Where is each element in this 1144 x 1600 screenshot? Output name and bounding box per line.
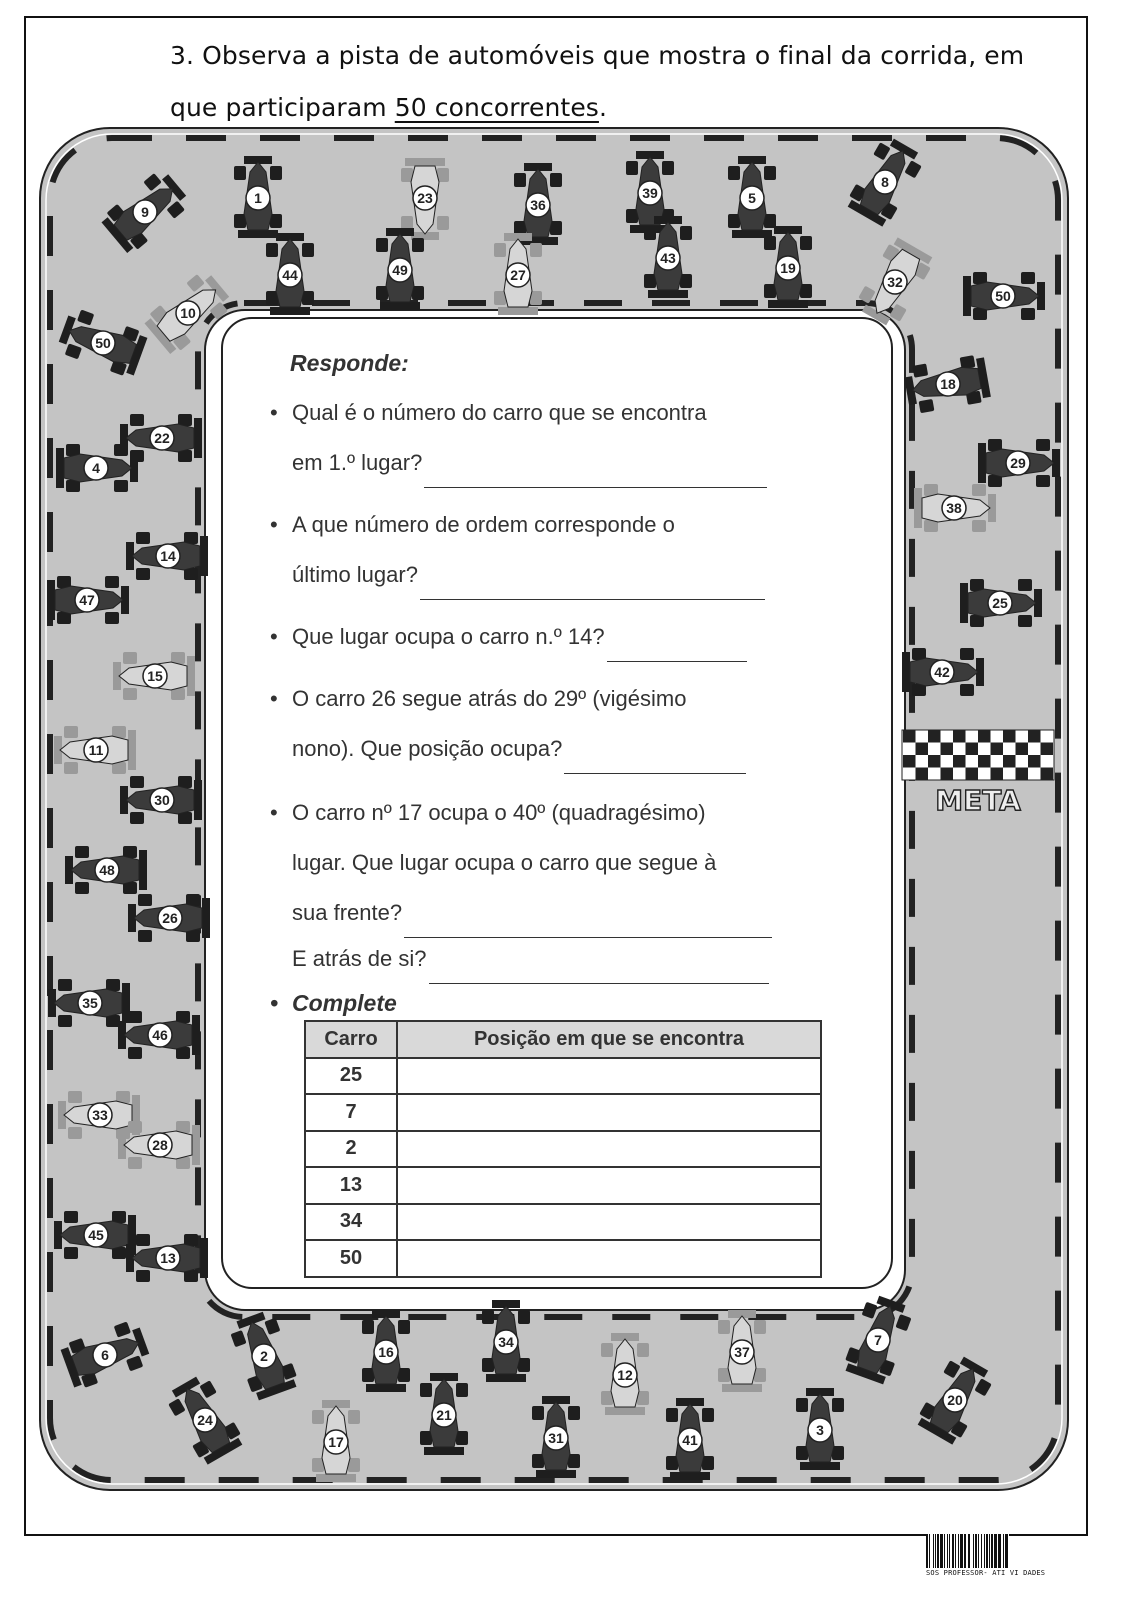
complete-label: • Complete bbox=[270, 990, 397, 1016]
car-number: 16 bbox=[378, 1344, 394, 1360]
car-number: 35 bbox=[82, 995, 98, 1011]
answer-cell[interactable] bbox=[397, 1240, 821, 1277]
answer-cell[interactable] bbox=[397, 1058, 821, 1095]
car-number: 22 bbox=[154, 430, 170, 446]
car-number: 33 bbox=[92, 1107, 108, 1123]
car-number: 20 bbox=[947, 1392, 963, 1408]
table-row: 7 bbox=[305, 1094, 821, 1131]
car-number: 30 bbox=[154, 792, 170, 808]
car-number: 8 bbox=[881, 174, 889, 190]
answer-line-5b[interactable] bbox=[429, 953, 769, 984]
intro-line-2: que participaram 50 concorrentes. bbox=[170, 93, 607, 122]
answer-line-1[interactable] bbox=[424, 457, 767, 488]
car-number: 48 bbox=[99, 862, 115, 878]
answer-line-3[interactable] bbox=[607, 631, 747, 662]
car-number: 50 bbox=[995, 288, 1011, 304]
intro-line-1: 3. Observa a pista de automóveis que mostra o final da corrida, em bbox=[170, 41, 1025, 70]
question-5: • O carro nº 17 ocupa o 40º (quadragésimo) lugar. Que lugar ocupa o carro que segue à sua frente? E atrás de si? bbox=[292, 788, 812, 984]
car-number: 25 bbox=[992, 595, 1008, 611]
car-number: 43 bbox=[660, 250, 676, 266]
question-panel bbox=[222, 318, 892, 1288]
car-number: 41 bbox=[682, 1432, 698, 1448]
car-number: 26 bbox=[162, 910, 178, 926]
barcode-bars bbox=[926, 1534, 1072, 1568]
barcode bbox=[926, 1534, 1072, 1577]
car-number: 5 bbox=[748, 190, 756, 206]
car-number: 13 bbox=[160, 1250, 176, 1266]
car-number: 34 bbox=[498, 1334, 514, 1350]
car-number: 28 bbox=[152, 1137, 168, 1153]
panel-heading: Responde: bbox=[290, 350, 409, 376]
table-row: 50 bbox=[305, 1240, 821, 1277]
car-number: 12 bbox=[617, 1367, 633, 1383]
car-number: 46 bbox=[152, 1027, 168, 1043]
header-posicao: Posição em que se encontra bbox=[397, 1021, 821, 1058]
question-4: • O carro 26 segue atrás do 29º (vigésimo nono). Que posição ocupa? bbox=[292, 674, 812, 774]
answer-line-2[interactable] bbox=[420, 569, 765, 600]
table-row: 25 bbox=[305, 1058, 821, 1095]
car-number: 11 bbox=[88, 742, 104, 758]
car-number: 6 bbox=[101, 1347, 109, 1363]
car-number: 44 bbox=[282, 267, 298, 283]
barcode-caption: SOS PROFESSOR- ATI VI DADES bbox=[926, 1569, 1046, 1577]
car-number: 32 bbox=[887, 274, 903, 290]
car-number: 1 bbox=[254, 190, 262, 206]
car-number: 39 bbox=[642, 185, 658, 201]
car-number: 47 bbox=[79, 592, 95, 608]
car-number: 31 bbox=[548, 1430, 564, 1446]
question-1: • Qual é o número do carro que se encontra em 1.º lugar? bbox=[292, 388, 812, 488]
answer-cell[interactable] bbox=[397, 1204, 821, 1241]
car-number: 7 bbox=[874, 1332, 882, 1348]
answer-cell[interactable] bbox=[397, 1167, 821, 1204]
finish-label: META bbox=[935, 784, 1021, 817]
table-row: 2 bbox=[305, 1131, 821, 1168]
position-table bbox=[304, 1020, 822, 1278]
car-number: 45 bbox=[88, 1227, 104, 1243]
car-number: 2 bbox=[260, 1348, 268, 1364]
car-number: 19 bbox=[780, 260, 796, 276]
car-number: 9 bbox=[141, 204, 149, 220]
table-row: 13 bbox=[305, 1167, 821, 1204]
table-row: 34 bbox=[305, 1204, 821, 1241]
car-number: 50 bbox=[95, 335, 111, 351]
car-number: 14 bbox=[160, 548, 176, 564]
intro-underlined: 50 concorrentes bbox=[394, 93, 599, 122]
car-number: 18 bbox=[940, 376, 956, 392]
header-carro: Carro bbox=[305, 1021, 397, 1058]
car-number: 3 bbox=[816, 1422, 824, 1438]
car-number: 21 bbox=[436, 1407, 452, 1423]
answer-cell[interactable] bbox=[397, 1131, 821, 1168]
car-number: 29 bbox=[1010, 455, 1026, 471]
car-number: 38 bbox=[946, 500, 962, 516]
car-number: 24 bbox=[197, 1412, 213, 1428]
car-number: 10 bbox=[180, 305, 196, 321]
car-number: 36 bbox=[530, 197, 546, 213]
car-number: 49 bbox=[392, 262, 408, 278]
car-number: 37 bbox=[734, 1344, 750, 1360]
answer-line-4[interactable] bbox=[564, 743, 746, 774]
car-number: 17 bbox=[328, 1434, 344, 1450]
table-header-row bbox=[305, 1021, 821, 1058]
car-number: 23 bbox=[417, 190, 433, 206]
question-2: • A que número de ordem corresponde o último lugar? bbox=[292, 500, 812, 600]
car-number: 4 bbox=[92, 460, 100, 476]
car-number: 15 bbox=[147, 668, 163, 684]
answer-cell[interactable] bbox=[397, 1094, 821, 1131]
car-number: 27 bbox=[510, 267, 526, 283]
question-3: • Que lugar ocupa o carro n.º 14? bbox=[292, 612, 812, 662]
car-number: 42 bbox=[934, 664, 950, 680]
